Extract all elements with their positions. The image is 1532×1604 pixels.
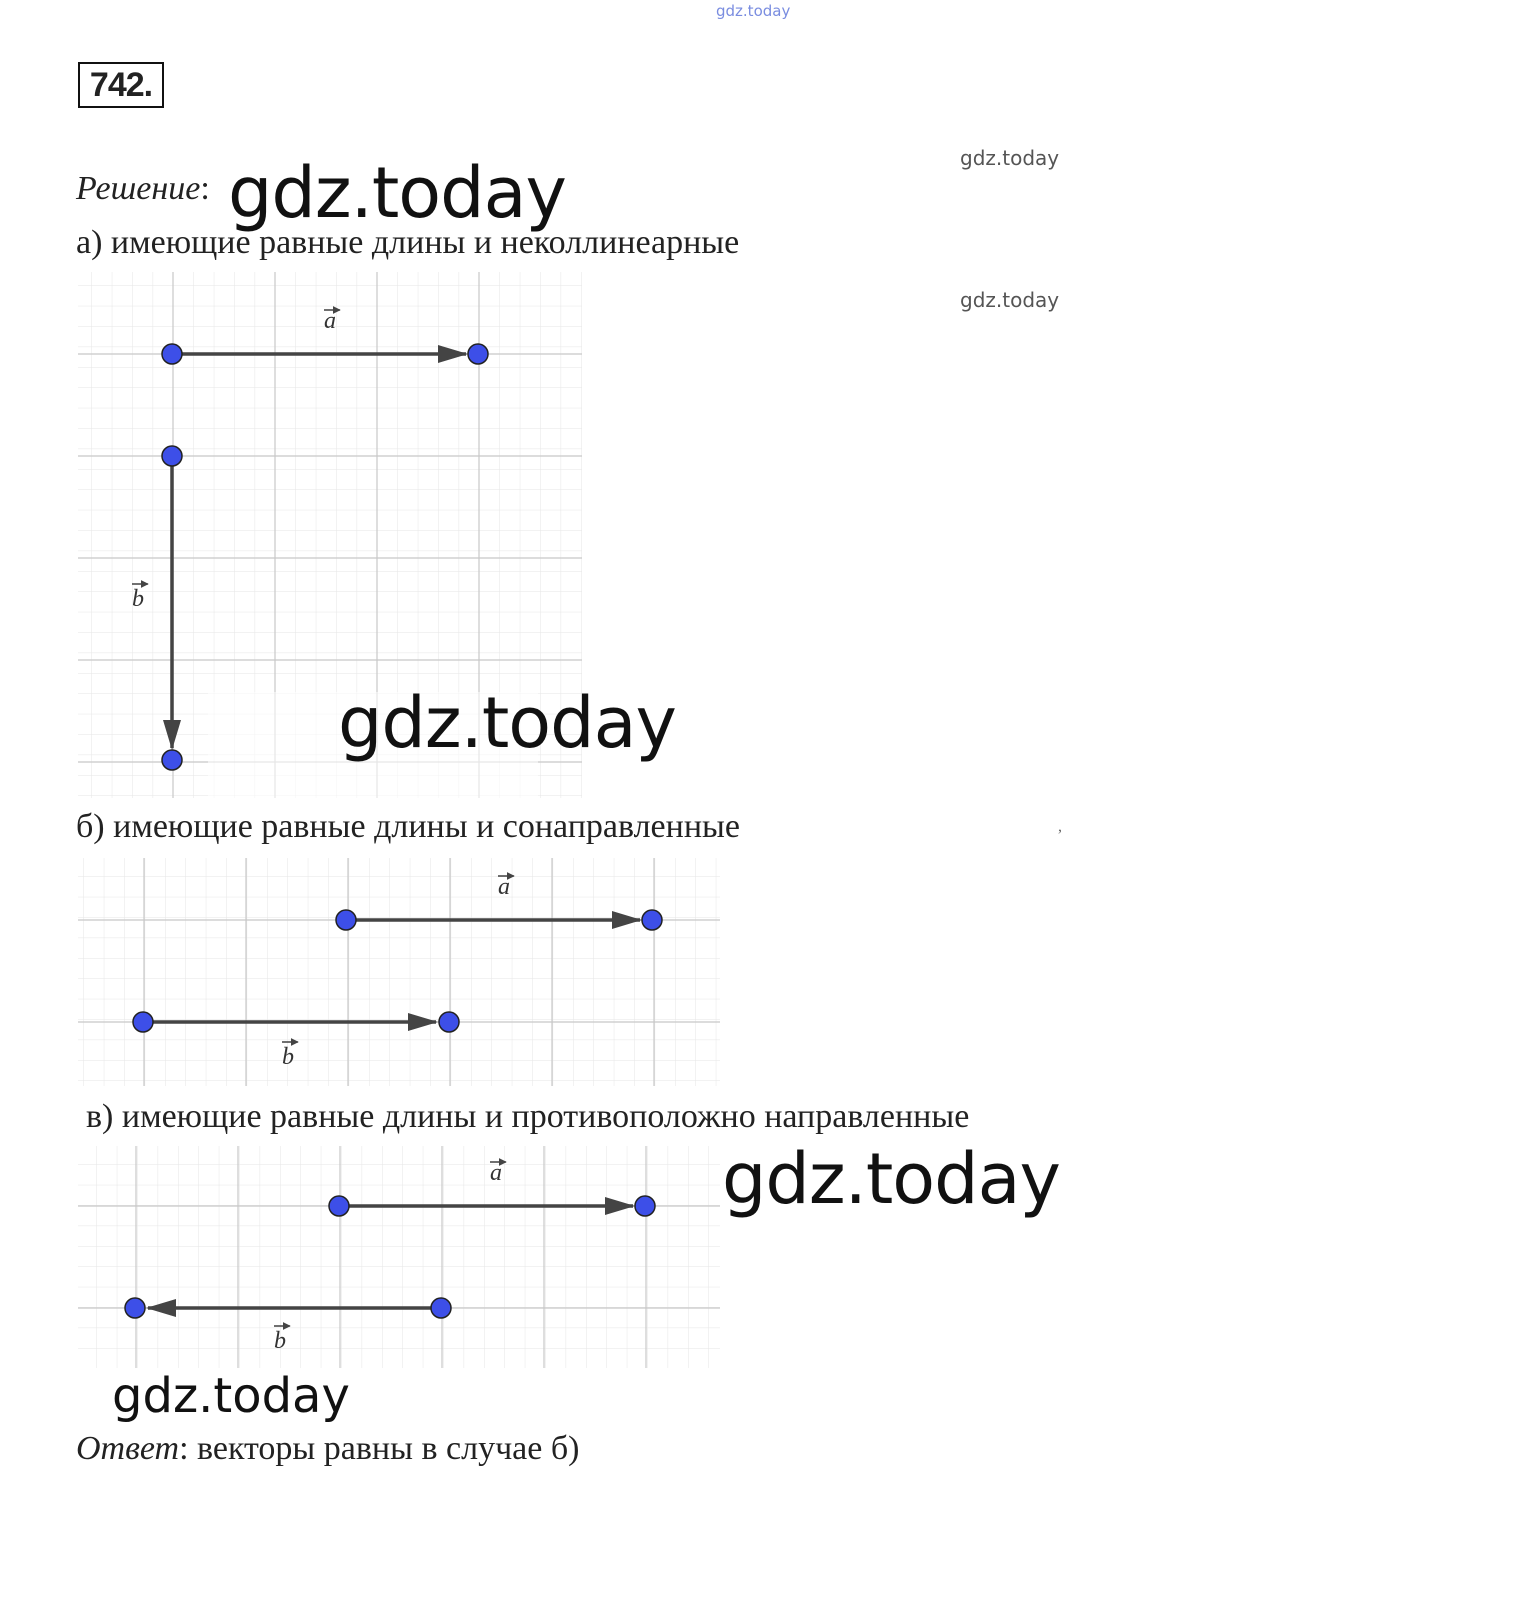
vector-a-start <box>162 344 182 364</box>
answer-line <box>76 1430 579 1468</box>
vector-b-start <box>133 1012 153 1032</box>
problem-number: 742. <box>78 62 164 108</box>
vector-b-end <box>439 1012 459 1032</box>
watermark-top: gdz.today <box>716 2 791 20</box>
figure-b <box>78 858 720 1086</box>
solution-colon: : <box>200 170 210 207</box>
grid-minor-b <box>78 858 720 1086</box>
stray-mark: , <box>1058 818 1062 835</box>
vector-b-label: b <box>132 586 144 612</box>
watermark-right-2: gdz.today <box>960 288 1060 312</box>
part-b-text: б) имеющие равные длины и сонаправленные <box>76 808 740 845</box>
vector-b-start <box>431 1298 451 1318</box>
figure-c <box>78 1146 720 1368</box>
vector-a-label: a <box>490 1160 502 1186</box>
answer-label: Ответ <box>76 1430 180 1467</box>
vector-a-end <box>468 344 488 364</box>
vector-a-label: a <box>498 874 510 900</box>
vector-b-end <box>162 750 182 770</box>
watermark-mid: gdz.today <box>112 1368 350 1424</box>
vector-a-start <box>336 910 356 930</box>
solution-heading <box>76 170 210 208</box>
answer-text: : векторы равны в случае б) <box>179 1430 580 1467</box>
watermark-big-2: gdz.today <box>338 682 676 764</box>
vector-a-label: a <box>324 308 336 334</box>
vector-b-label: b <box>282 1044 294 1070</box>
watermark-big-1: gdz.today <box>228 152 566 234</box>
watermark-big-3: gdz.today <box>722 1138 1060 1220</box>
solution-label: Решение <box>76 170 201 207</box>
vector-b-label: b <box>274 1328 286 1354</box>
part-a-text: а) имеющие равные длины и неколлинеарные <box>76 224 740 261</box>
vector-b-end <box>125 1298 145 1318</box>
part-c-text: в) имеющие равные длины и противоположно направленные <box>86 1098 970 1135</box>
vector-b-start <box>162 446 182 466</box>
grid-minor-c <box>78 1146 720 1368</box>
vector-a-end <box>642 910 662 930</box>
vector-a-end <box>635 1196 655 1216</box>
watermark-right-1: gdz.today <box>960 146 1060 170</box>
vector-a-start <box>329 1196 349 1216</box>
